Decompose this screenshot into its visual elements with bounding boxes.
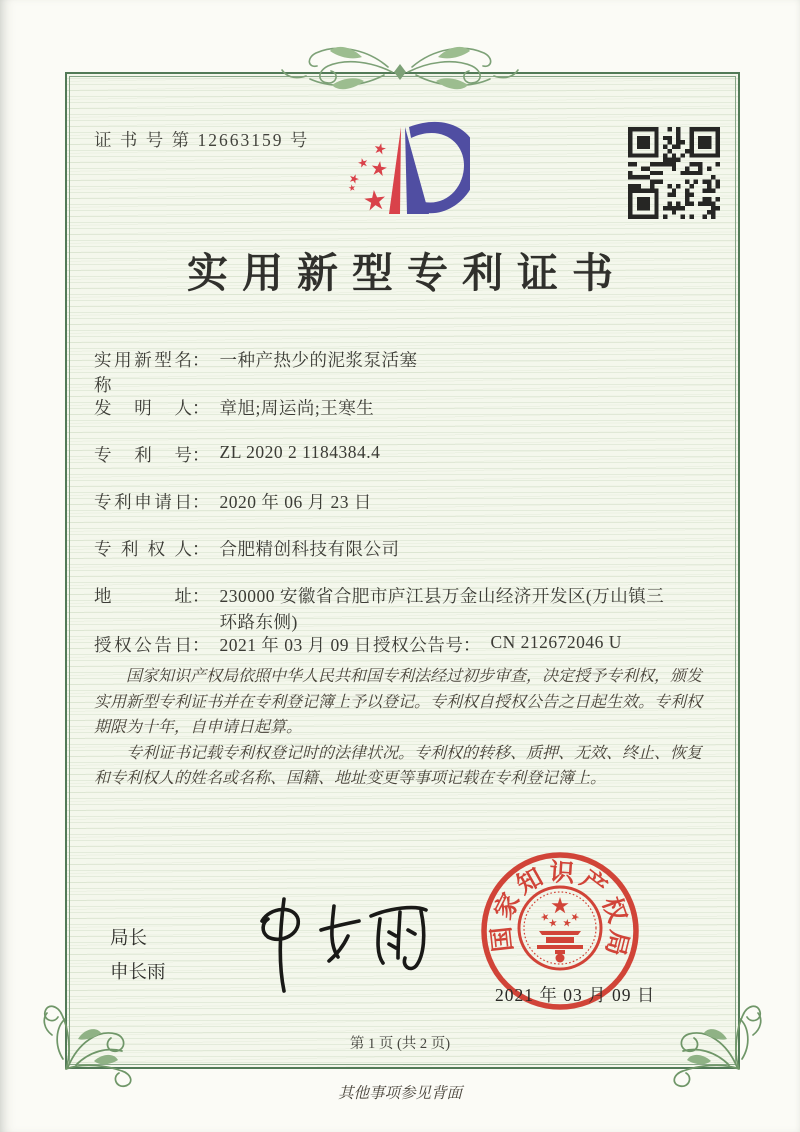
legal-paragraph-2: 专利证书记载专利权登记时的法律状况。专利权的转移、质押、无效、终止、恢复和专利权人的姓名或名称、国籍、地址变更等事项记载在专利登记簿上。 <box>94 744 703 787</box>
field-label: 授权公告号 <box>373 635 463 655</box>
field-label: 授权公告日 <box>94 635 192 655</box>
field-value: ZL 2020 2 1184384.4 <box>219 442 381 462</box>
qr-code <box>628 127 720 219</box>
field-label: 地址 <box>94 586 192 606</box>
legal-paragraph-1: 国家知识产权局依照中华人民共和国专利法经过初步审查，决定授予专利权，颁发实用新型专利证书并在专利登记簿上予以登记。专利权自授权公告之日起生效。专利权期限为十年，自申请日起算。 <box>94 668 703 736</box>
seal-date: 2021 年 03 月 09 日 <box>495 985 656 1005</box>
field-label: 专利申请日 <box>94 492 192 512</box>
field-value: 合肥精创科技有限公司 <box>219 539 400 559</box>
director-signature <box>228 878 438 998</box>
field-label: 专利号 <box>94 445 192 465</box>
field-row-filing-date: 专利申请日： 2020 年 06 月 23 日 <box>94 489 724 514</box>
field-row-grant: 授权公告日： 2021 年 03 月 09 日 授权公告号： CN 212672046 U <box>94 632 622 655</box>
page-number: 第 1 页 (共 2 页) <box>349 1036 451 1052</box>
field-label: 发明人 <box>94 398 192 418</box>
back-side-note: 其他事项参见背面 <box>337 1085 462 1102</box>
field-value: 章旭;周运尚;王寒生 <box>219 398 375 418</box>
national-emblem <box>519 887 601 969</box>
field-value: 230000 安徽省合肥市庐江县万金山经济开发区(万山镇三环路东侧) <box>219 586 665 632</box>
field-row-name: 实用新型名称： 一种产热少的泥浆泵活塞 <box>94 347 724 397</box>
signatory-title: 局长 <box>110 927 148 948</box>
legal-text <box>94 664 708 792</box>
certificate-number: 证 书 号 第 12663159 号 <box>94 130 310 150</box>
field-row-patent-number: 专利号： ZL 2020 2 1184384.4 <box>94 442 381 465</box>
field-value: 一种产热少的泥浆泵活塞 <box>219 350 418 370</box>
signatory-name: 申长雨 <box>110 961 166 982</box>
field-row-patentee: 专利权人： 合肥精创科技有限公司 <box>94 536 724 561</box>
seal-text: 国家知识产权局 <box>487 859 633 963</box>
field-value: 2020 年 06 月 23 日 <box>219 492 372 512</box>
grant-number: CN 212672046 U <box>490 632 622 652</box>
field-row-inventors: 发明人： 章旭;周运尚;王寒生 <box>94 395 724 420</box>
field-label: 实用新型名称 <box>94 350 192 395</box>
certificate-title: 实用新型专利证书 <box>187 250 627 296</box>
signatory-block <box>110 921 166 989</box>
field-row-address: 地址： 230000 安徽省合肥市庐江县万金山经济开发区(万山镇三环路东侧) <box>94 583 724 635</box>
logo-p-mark <box>389 122 470 214</box>
cnipa-patent-logo <box>338 120 470 222</box>
grant-date: 2021 年 03 月 09 日 <box>219 635 372 655</box>
field-label: 专利权人 <box>94 539 192 559</box>
logo-stars <box>348 142 388 211</box>
